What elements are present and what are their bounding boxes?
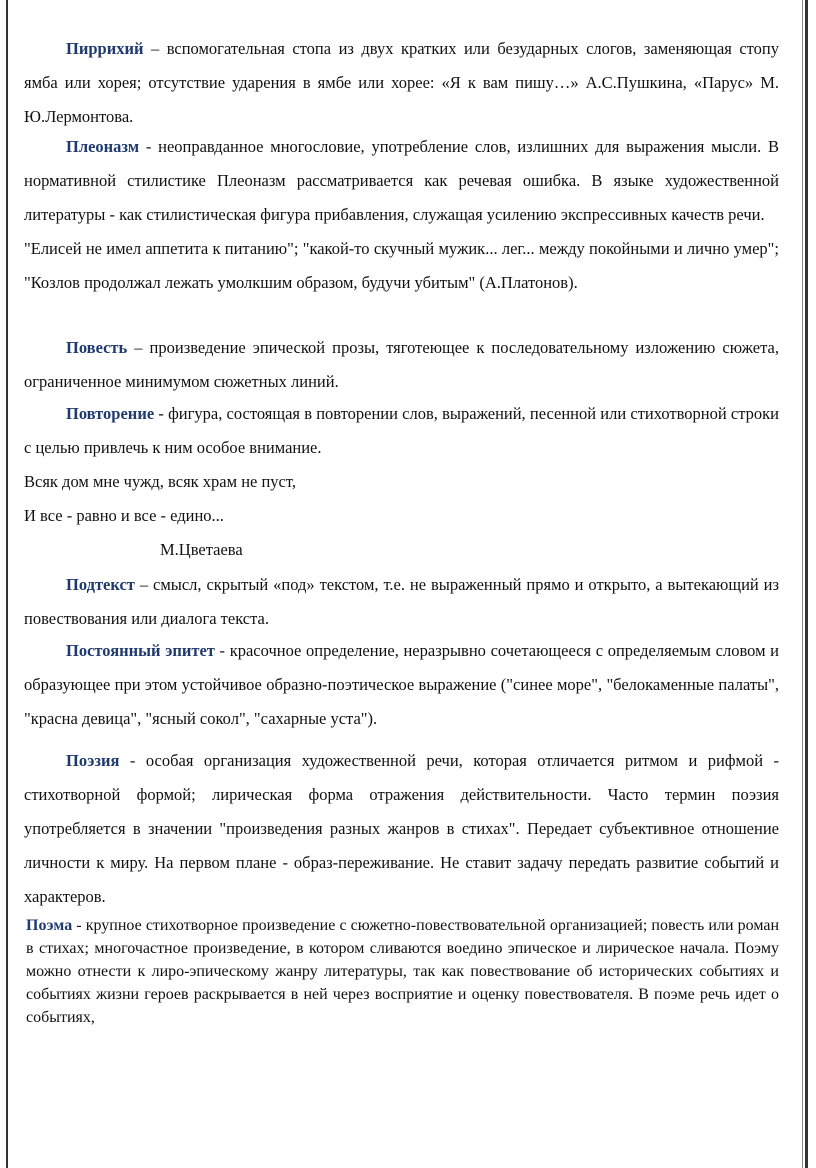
entry-poema bbox=[26, 914, 779, 1029]
definition-pirrikhiy: – вспомогательная стопа из двух кратких или безударных слогов, заменяющая стопу ямба или хорея; отсутствие ударения в ямбе или хорее: «Я к вам пишу…» А.С.Пушкина, «Парус» М. Ю.Лермонтова. bbox=[24, 39, 779, 126]
entry-pirrikhiy bbox=[24, 32, 779, 134]
entry-pleonazm bbox=[24, 130, 779, 300]
entry-povtorenie bbox=[24, 397, 779, 567]
verse-author: М.Цветаева bbox=[160, 540, 243, 559]
definition-povtorenie: - фигура, состоящая в повторении слов, выражений, песенной или стихотворной строки с целью привлечь к ним особое внимание. bbox=[24, 404, 779, 457]
definition-pleonazm: - неоправданное многословие, употребление слов, излишних для выражения мысли. В нормативной стилистике Плеоназм рассматривается как речевая ошибка. В языке художественной литературы - как стилистическая фигура прибавления, служащая усилению экспрессивных качеств речи. bbox=[24, 137, 779, 224]
term-pleonazm: Плеоназм bbox=[66, 137, 140, 156]
term-epitet: Постоянный эпитет bbox=[66, 641, 215, 660]
definition-poeziya: - особая организация художественной речи, которая отличается ритмом и рифмой - стихотворной формой; лирическая форма отражения действительности. Часто термин поэзия употребляется в значении "произведения разных жанров в стихах". Передает субъективное отношение личности к миру. На первом плане - образ-переживание. Не ставит задачу передать развитие событий и характеров. bbox=[24, 751, 779, 906]
document-page bbox=[6, 0, 808, 1168]
definition-epitet: - красочное определение, неразрывно сочетающееся с определяемым словом и образующее при этом устойчивое образно-поэтическое выражение ("синее море", "белокаменные палаты", "красна девица", "ясный сокол", "сахарные уста"). bbox=[24, 641, 779, 728]
entry-povest bbox=[24, 331, 779, 399]
definition-povest: – произведение эпической прозы, тяготеющее к последовательному изложению сюжета, ограниченное минимумом сюжетных линий. bbox=[24, 338, 779, 391]
verse-line-1: Всяк дом мне чужд, всяк храм не пуст, bbox=[24, 472, 296, 491]
term-povtorenie: Повторение bbox=[66, 404, 155, 423]
verse-line-2: И все - равно и все - едино... bbox=[24, 506, 224, 525]
term-pirrikhiy: Пиррихий bbox=[66, 39, 144, 58]
entry-poeziya bbox=[24, 744, 779, 914]
definition-podtekst: – смысл, скрытый «под» текстом, т.е. не выраженный прямо и открыто, а вытекающий из повествования или диалога текста. bbox=[24, 575, 779, 628]
entry-epitet bbox=[24, 634, 779, 736]
definition-poema: - крупное стихотворное произведение с сюжетно-повествовательной организацией; повесть или роман в стихах; многочастное произведение, в котором сливаются воедино эпическое и лирическое начала. Поэму можно отнести к лиро-эпическому жанру литературы, так как повествование об исторических событиях и событиях жизни героев раскрывается в ней через восприятие и оценку повествователя. В поэме речь идет о событиях, bbox=[26, 917, 779, 1026]
entry-podtekst bbox=[24, 568, 779, 636]
term-povest: Повесть bbox=[66, 338, 128, 357]
term-podtekst: Подтекст bbox=[66, 575, 135, 594]
term-poema: Поэма bbox=[26, 917, 73, 934]
example-pleonazm: "Елисей не имел аппетита к питанию"; "какой-то скучный мужик... лег... между покойными и лично умер"; "Козлов продолжал лежать умолкшим образом, будучи убитым" (А.Платонов). bbox=[24, 239, 779, 292]
term-poeziya: Поэзия bbox=[66, 751, 120, 770]
